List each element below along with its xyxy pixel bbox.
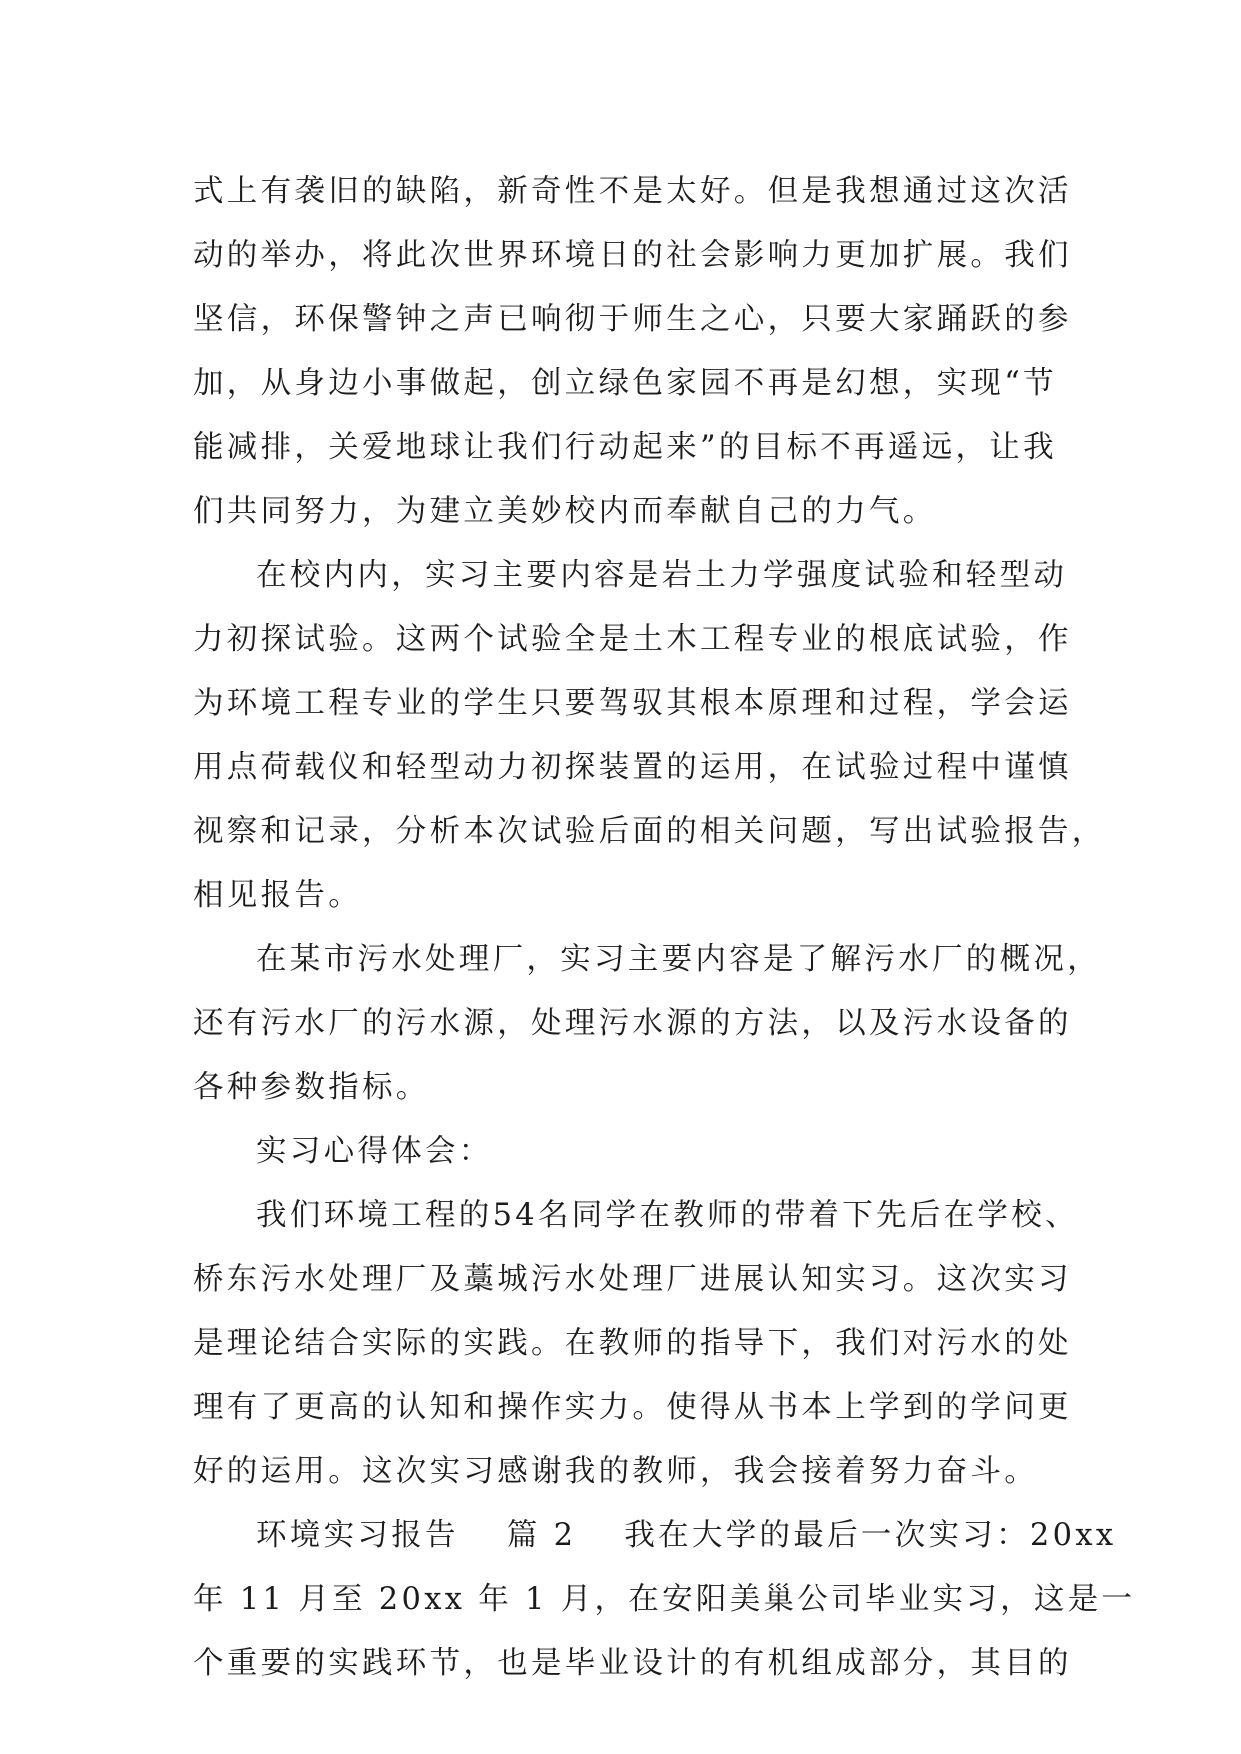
paragraph-start-line: 在某市污水处理厂，实习主要内容是了解污水厂的概况，	[256, 942, 1101, 977]
text-line: 们共同努力，为建立美妙校内而奉献自己的力气。	[193, 494, 937, 529]
text-line: 能减排，关爱地球让我们行动起来”的目标不再遥远，让我	[193, 430, 1057, 465]
paragraph-start-line: 我们环境工程的54名同学在教师的带着下先后在学校、	[256, 1198, 1079, 1233]
text-line: 用点荷载仪和轻型动力初探装置的运用，在试验过程中谨慎	[193, 750, 1072, 785]
text-line: 视察和记录，分析本次试验后面的相关问题，写出试验报告，	[193, 814, 1106, 849]
text-line: 个重要的实践环节，也是毕业设计的有机组成部分，其目的	[193, 1646, 1072, 1681]
report-heading-line	[193, 1504, 1117, 1568]
text-line: 桥东污水处理厂及藁城污水处理厂进展认知实习。这次实习	[193, 1262, 1072, 1297]
text-line: 坚信，环保警钟之声已响彻于师生之心，只要大家踊跃的参	[193, 302, 1072, 337]
text-line: 动的举办，将此次世界环境日的社会影响力更加扩展。我们	[193, 238, 1072, 273]
report-intro-text: 我在大学的最后一次实习：20xx	[624, 1518, 1117, 1553]
report-title: 环境实习报告	[256, 1518, 459, 1553]
text-line: 相见报告。	[193, 878, 362, 913]
text-line: 好的运用。这次实习感谢我的教师，我会接着努力奋斗。	[193, 1454, 1038, 1489]
text-line: 理有了更高的认知和操作实力。使得从书本上学到的学问更	[193, 1390, 1072, 1425]
text-line: 年 11 月至 20xx 年 1 月，在安阳美巢公司毕业实习，这是一	[193, 1582, 1136, 1617]
report-part-label: 篇 2	[506, 1518, 577, 1553]
text-line: 为环境工程专业的学生只要驾驭其根本原理和过程，学会运	[193, 686, 1072, 721]
text-line: 加，从身边小事做起，创立绿色家园不再是幻想，实现“节	[193, 366, 1057, 401]
text-line: 各种参数指标。	[193, 1070, 430, 1105]
text-line: 式上有袭旧的缺陷，新奇性不是太好。但是我想通过这次活	[193, 174, 1072, 209]
body-text	[193, 160, 1136, 1696]
text-line: 还有污水厂的污水源，处理污水源的方法，以及污水设备的	[193, 1006, 1072, 1041]
paragraph-start-line: 在校内内，实习主要内容是岩土力学强度试验和轻型动	[256, 558, 1068, 593]
text-line: 是理论结合实际的实践。在教师的指导下，我们对污水的处	[193, 1326, 1072, 1361]
section-heading: 实习心得体会：	[256, 1134, 493, 1169]
text-line: 力初探试验。这两个试验全是土木工程专业的根底试验，作	[193, 622, 1072, 657]
